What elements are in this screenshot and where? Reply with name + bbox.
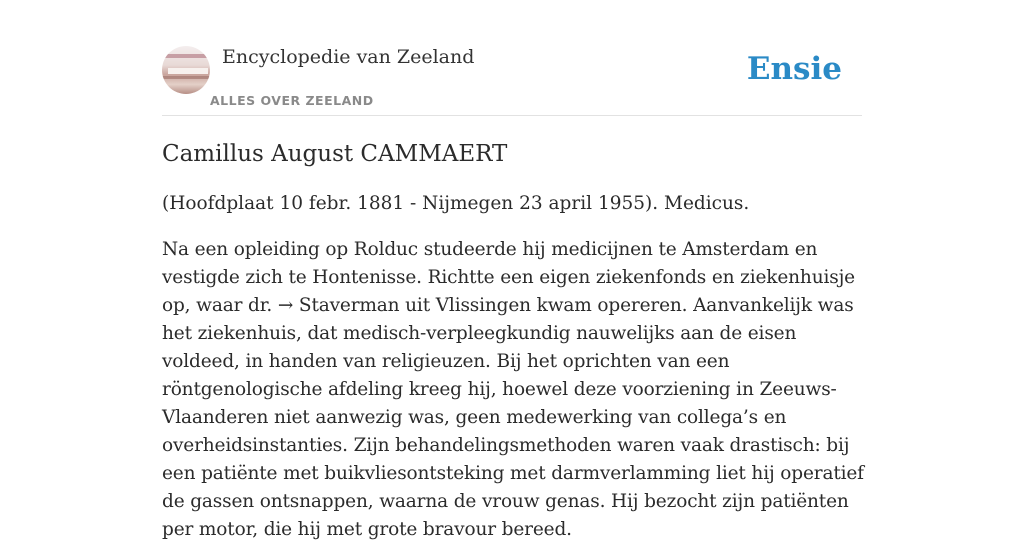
body-text-part2: Staverman uit Vlissingen kwam opereren. Aanvankelijk was het ziekenhuis, dat medisch-verpleegkundig nauwelijks aan de eisen voldeed, in handen van religieuzen. Bij het oprichten van een röntgenologische afdeling kreeg hij, hoewel deze voorziening in Zeeuws-Vlaanderen niet aanwezig was, geen medewerking van collega’s en overheidsinstanties. Zijn behandelingsmethoden waren vaak drastisch: bij een patiënte met buikvliesontsteking met darmverlamming liet hij operatief de gassen ontsnappen, waarna de vrouw genas. Hij bezocht zijn patiënten per motor, die hij met grote bravour bereed. <box>162 295 864 540</box>
article-body <box>162 236 866 544</box>
body-text-part1: Na een opleiding op Rolduc studeerde hij medicijnen te Amsterdam en vestigde zich te Hontenisse. Richtte een eigen ziekenfonds en ziekenhuisje op, waar dr. <box>162 239 855 316</box>
avatar-band <box>168 68 208 74</box>
brand-logo[interactable]: Ensie <box>746 51 842 87</box>
article <box>162 138 866 544</box>
article-lead: (Hoofdplaat 10 febr. 1881 - Nijmegen 23 april 1955). Medicus. <box>162 193 750 214</box>
site-avatar[interactable] <box>162 46 210 94</box>
avatar-band <box>162 76 210 79</box>
avatar-band <box>162 54 210 58</box>
site-subtitle: ALLES OVER ZEELAND <box>210 93 374 108</box>
cross-reference-arrow-link[interactable]: → <box>277 295 294 316</box>
site-header <box>162 46 862 116</box>
site-title[interactable]: Encyclopedie van Zeeland <box>222 46 475 68</box>
article-title: Camillus August CAMMAERT <box>162 141 508 167</box>
header-divider <box>162 115 862 116</box>
